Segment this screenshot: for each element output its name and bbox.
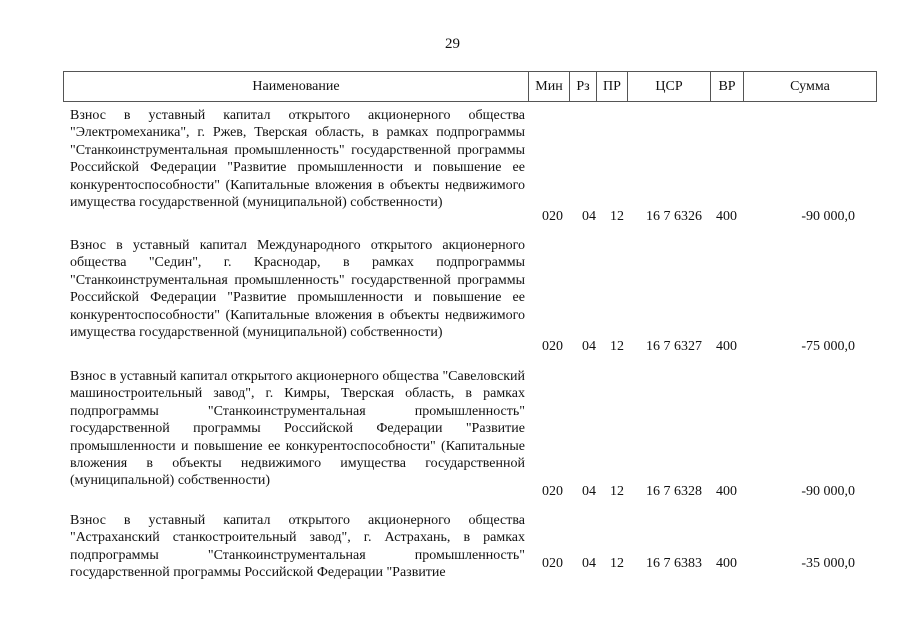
row-csr: 16 7 6326 [646, 209, 702, 224]
header-min: Мин [529, 72, 570, 101]
header-rz: Рз [570, 72, 597, 101]
row-min: 020 [542, 484, 563, 499]
table-row [70, 237, 876, 354]
header-vr: ВР [711, 72, 744, 101]
row-name: Взнос в уставный капитал открытого акционерного общества "Савеловский машиностроительный завод", г. Кимры, Тверская область, в рамках подпрограммы "Станкоинструментальная промышленность" государственной программы Российской Федерации "Развитие промышленности и повышение ее конкурентоспособности" (Капитальные вложения в объекты недвижимого имущества государственной (муниципальной) собственности) [70, 369, 525, 489]
header-name: Наименование [64, 72, 529, 101]
row-rz: 04 [582, 339, 596, 354]
row-pr: 12 [610, 484, 624, 499]
row-name: Взнос в уставный капитал открытого акционерного общества "Астраханский станкостроительный завод", г. Астрахань, в рамках подпрограммы "Станкоинструментальная промышленность" государственной программы Российской Федерации "Развитие [70, 513, 525, 581]
row-rz: 04 [582, 556, 596, 571]
row-vr: 400 [716, 209, 737, 224]
table-row [70, 107, 876, 224]
table-row [70, 512, 876, 582]
row-csr: 16 7 6327 [646, 339, 702, 354]
row-pr: 12 [610, 209, 624, 224]
row-sum: -90 000,0 [801, 209, 855, 224]
header-pr: ПР [597, 72, 628, 101]
row-vr: 400 [716, 484, 737, 499]
header-csr: ЦСР [628, 72, 711, 101]
row-sum: -90 000,0 [801, 484, 855, 499]
row-min: 020 [542, 556, 563, 571]
row-name: Взнос в уставный капитал Международного открытого акционерного общества "Седин", г. Краснодар, в рамках подпрограммы "Станкоинструментальная промышленность" государственной программы Российской Федерации "Развитие промышленности и повышение ее конкурентоспособности" (Капитальные вложения в объекты недвижимого имущества государственной (муниципальной) собственности) [70, 238, 525, 341]
row-csr: 16 7 6383 [646, 556, 702, 571]
table-row [70, 368, 876, 499]
row-rz: 04 [582, 484, 596, 499]
row-rz: 04 [582, 209, 596, 224]
row-csr: 16 7 6328 [646, 484, 702, 499]
header-sum: Сумма [790, 78, 830, 94]
page-number: 29 [445, 36, 460, 52]
row-pr: 12 [610, 556, 624, 571]
row-sum: -75 000,0 [801, 339, 855, 354]
row-vr: 400 [716, 556, 737, 571]
row-sum: -35 000,0 [801, 556, 855, 571]
row-vr: 400 [716, 339, 737, 354]
row-min: 020 [542, 209, 563, 224]
table-header [63, 71, 877, 102]
row-name: Взнос в уставный капитал открытого акционерного общества "Электромеханика", г. Ржев, Тверская область, в рамках подпрограммы "Станкоинструментальная промышленность" государственной программы Российской Федерации "Развитие промышленности и повышение ее конкурентоспособности" (Капитальные вложения в объекты недвижимого имущества государственной (муниципальной) собственности) [70, 108, 525, 211]
row-pr: 12 [610, 339, 624, 354]
row-min: 020 [542, 339, 563, 354]
